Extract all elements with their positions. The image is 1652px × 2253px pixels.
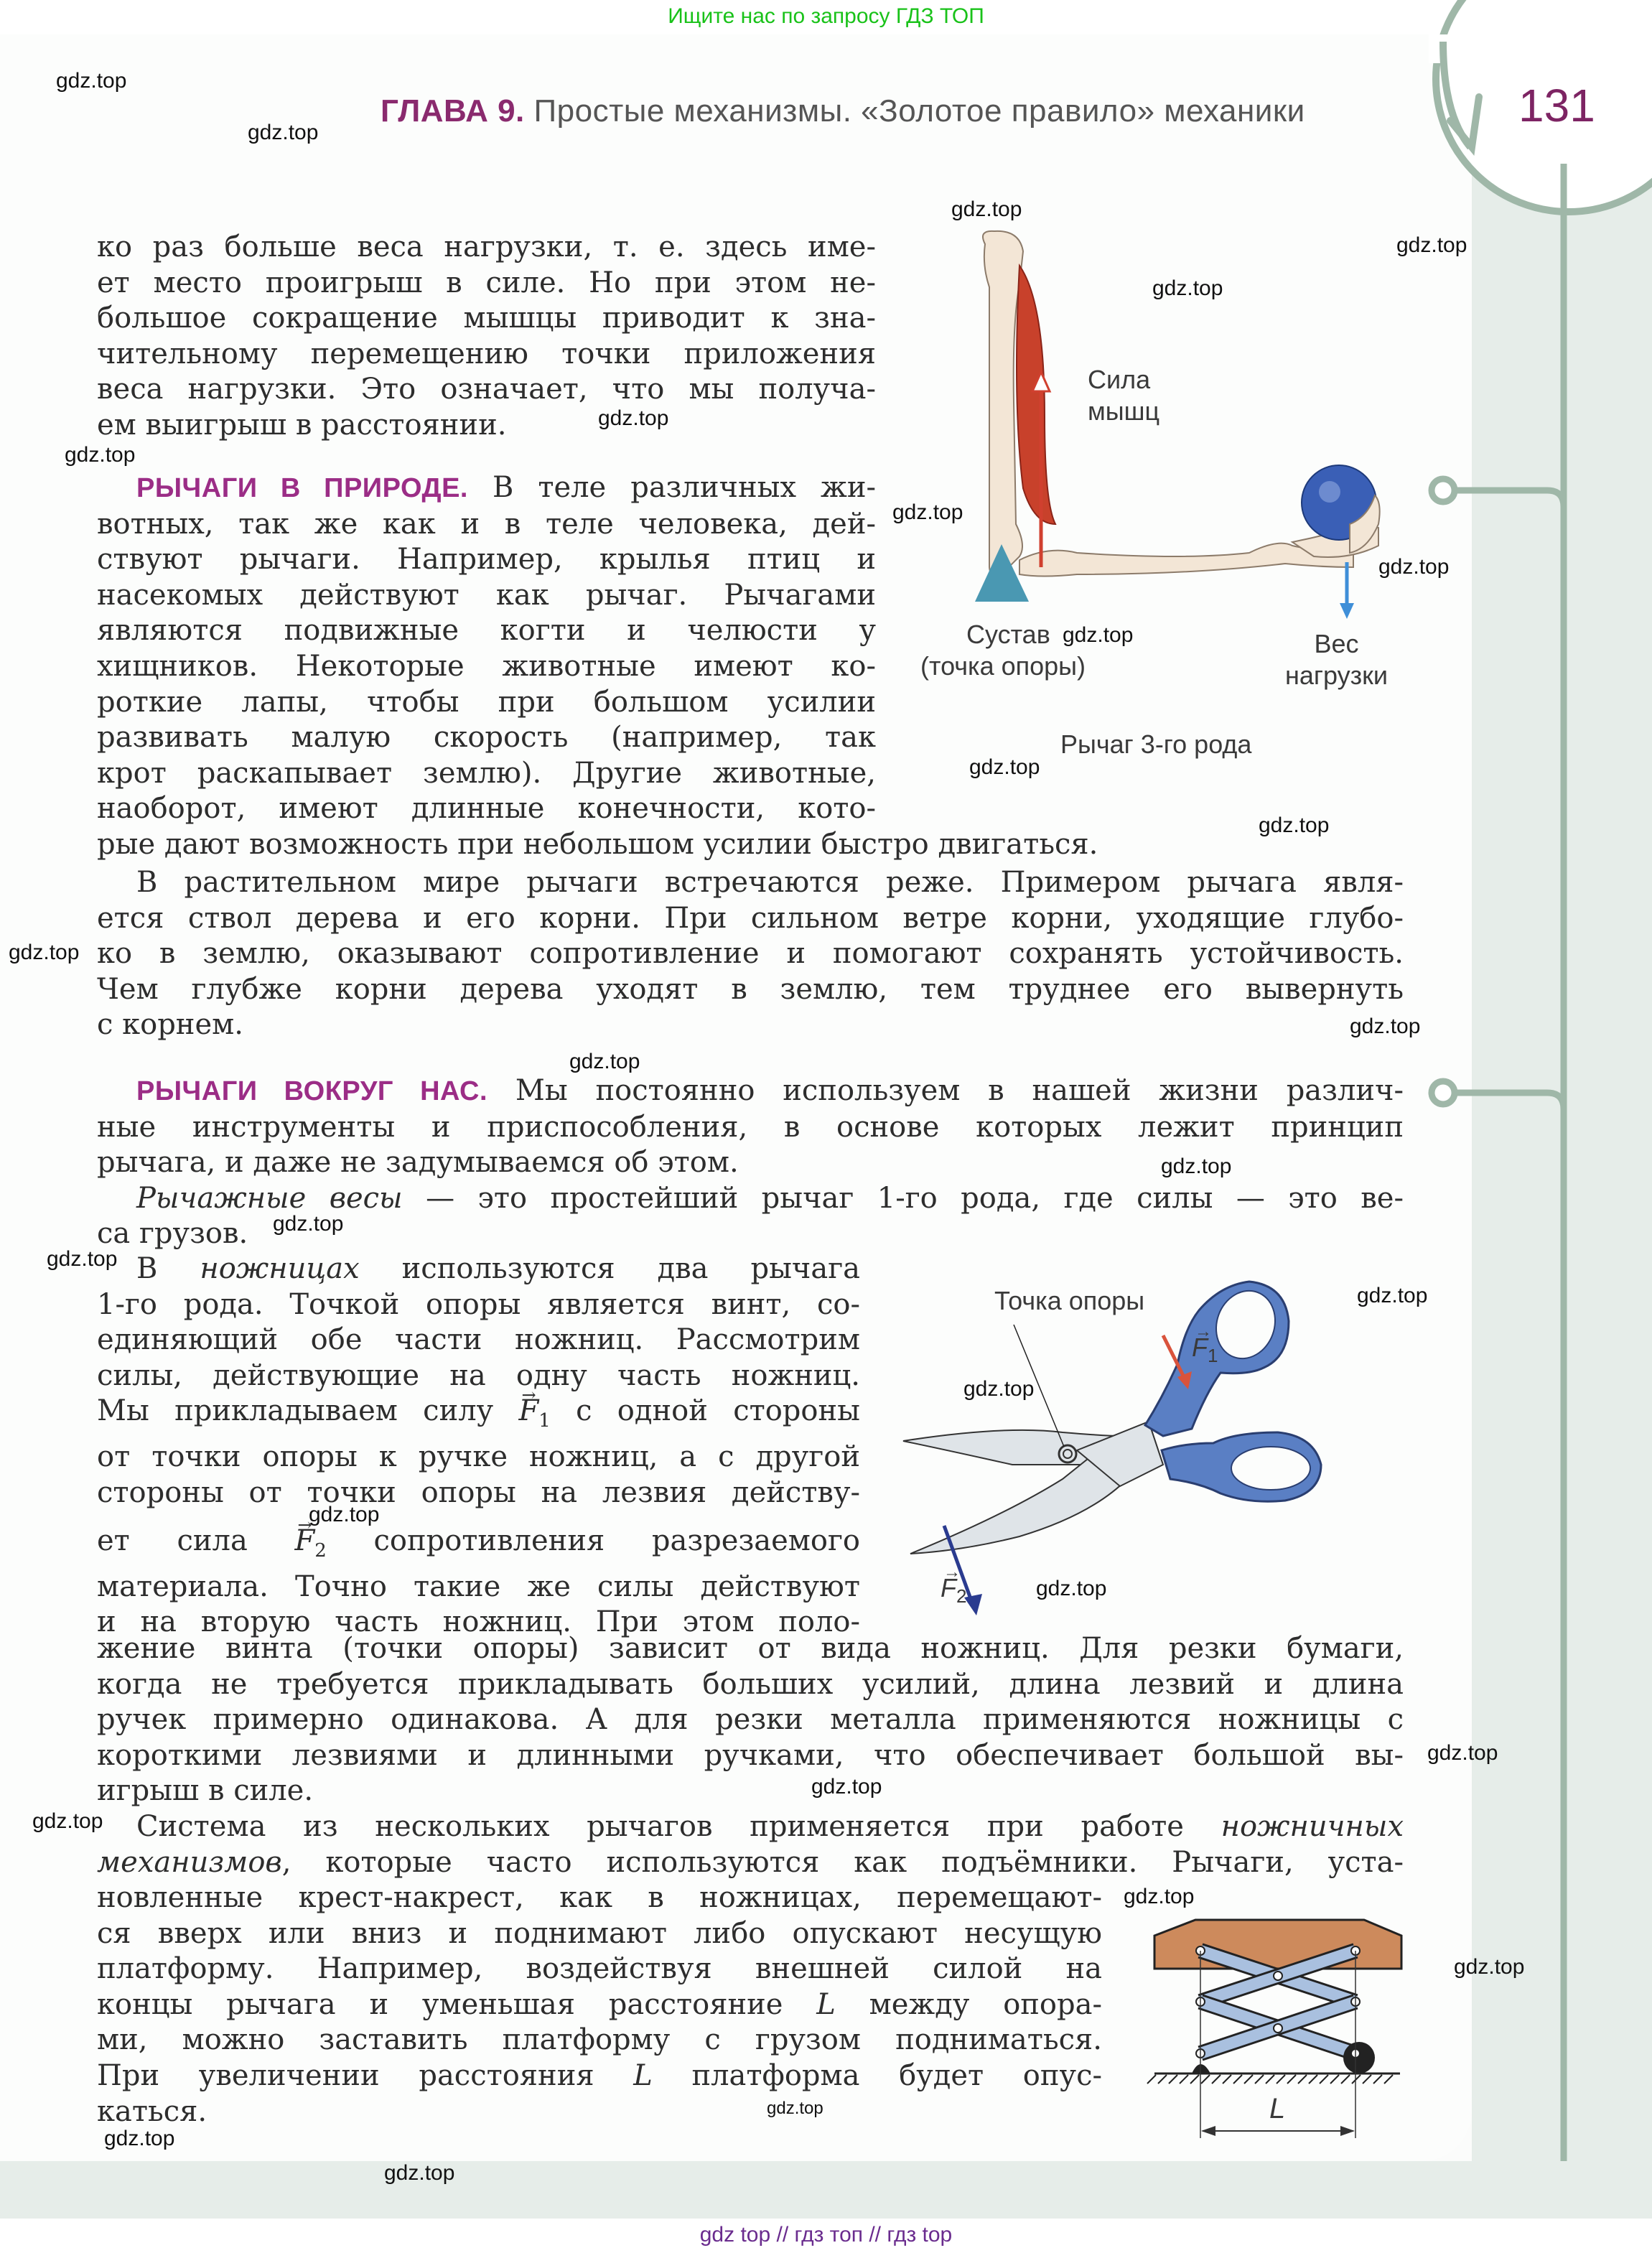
text-line: короткими лезвиями и длинными ручками, что обеспечивает большой вы- (97, 1738, 1404, 1772)
pivot-label: Точка опоры (994, 1286, 1145, 1315)
watermark: gdz.top (248, 121, 319, 144)
text-line: ко в землю, оказывают сопротивление и помогают сохранять устойчивость. (97, 937, 1404, 971)
lift-platform (1154, 1920, 1401, 1969)
watermark: gdz.top (963, 1377, 1035, 1401)
text-line: В растительном мире рычаги встречаются реже. Примером рычага явля- (136, 866, 1404, 899)
text-span: сопротивления разрезаемого (373, 1524, 861, 1558)
watermark: gdz.top (309, 1503, 380, 1526)
watermark: gdz.top (767, 2099, 823, 2118)
text-line: являются подвижные когти и челюсти у (97, 614, 876, 648)
watermark: gdz.top (1036, 1577, 1107, 1600)
text-span: Система из нескольких рычагов применяется при работе (136, 1810, 1184, 1843)
text-line: роткие лапы, чтобы при большом усилии (97, 685, 876, 719)
text-line: ручек примерно одинакова. А для резки металла применяются ножницы с (97, 1703, 1404, 1737)
text-span: с одной стороны (576, 1394, 860, 1428)
label-line: нагрузки (1285, 661, 1389, 690)
text-line: материала. Точно такие же силы действуют (97, 1569, 860, 1603)
section-heading: РЫЧАГИ ВОКРУГ НАС. (136, 1076, 488, 1106)
text-line: вотных, так же как и в теле человека, дей- (97, 507, 876, 541)
watermark: gdz.top (951, 197, 1022, 221)
watermark: gdz.top (65, 443, 136, 467)
watermark: gdz.top (384, 2161, 455, 2185)
text-span: В теле различных жи- (492, 471, 876, 504)
watermark: gdz.top (1259, 813, 1330, 837)
watermark: gdz.top (1427, 1741, 1498, 1765)
watermark: gdz.top (104, 2127, 175, 2150)
watermark: gdz.top (47, 1247, 118, 1271)
text-line: силы, действующие на одну часть ножниц. (97, 1358, 860, 1392)
text-span: При увеличении расстояния (97, 2058, 594, 2092)
italic-term: Рычажные весы (136, 1181, 403, 1215)
text-line: и на вторую часть ножниц. При этом поло- (97, 1605, 860, 1639)
text-span: — это простейший рычаг 1-го рода, где силы — это ве- (426, 1181, 1404, 1215)
text-line: жение винта (точки опоры) зависит от вида ножниц. Для резки бумаги, (97, 1632, 1404, 1665)
label-line: мышц (1088, 396, 1160, 426)
distance-symbol: L (633, 2058, 653, 2092)
watermark: gdz.top (598, 406, 669, 430)
page-number: 131 (1518, 80, 1595, 131)
watermark: gdz.top (1350, 1014, 1421, 1038)
watermark: gdz.top (1124, 1885, 1195, 1908)
text-line: ет место проигрыш в силе. Но при этом не- (97, 266, 876, 299)
text-line: единяющий обе части ножниц. Рассмотрим (97, 1323, 860, 1357)
text-span: платформа будет опус- (691, 2058, 1103, 2092)
label-line: Вес (1314, 629, 1359, 658)
watermark: gdz.top (9, 941, 80, 964)
distance-symbol: L (816, 1987, 836, 2021)
text-line: наоборот, имеют длинные конечности, кото- (97, 792, 876, 826)
text-line: чительному перемещению точки приложения (97, 337, 876, 370)
text-line: платформу. Например, воздействуя внешней силой на (97, 1952, 1102, 1986)
watermark: gdz.top (1063, 623, 1134, 647)
text-line: веса нагрузки. Это означает, что мы получа- (97, 373, 876, 406)
section-heading: РЫЧАГИ В ПРИРОДЕ. (136, 473, 468, 503)
text-span: Мы постоянно используем в нашей жизни различ- (515, 1074, 1404, 1107)
arm-figure-caption: Рычаг 3-го рода (1060, 729, 1252, 759)
label-line: Сила (1088, 365, 1151, 394)
watermark: gdz.top (56, 69, 127, 93)
watermark: gdz.top (32, 1809, 103, 1833)
bottom-banner: gdz top // гдз топ // гдз top (0, 2219, 1652, 2253)
text-line: большое сокращение мышцы приводит к зна- (97, 302, 876, 335)
subscript: 1 (1208, 1345, 1218, 1367)
text-line: когда не требуется прикладывать больших усилий, длина лезвий и длина (97, 1667, 1404, 1701)
text-span: между опора- (869, 1987, 1102, 2021)
text-line: ся вверх или вниз и поднимают либо опускают несущую (97, 1916, 1102, 1950)
text-line: рые дают возможность при небольшом усилии быстро двигаться. (97, 827, 1098, 861)
top-banner: Ищите нас по запросу ГДЗ ТОП (0, 0, 1652, 34)
text-line: ные инструменты и приспособления, в основе которых лежит принцип (97, 1110, 1404, 1144)
label-line: (точка опоры) (920, 651, 1086, 681)
lift-fixed-support-icon (1192, 2064, 1210, 2074)
watermark: gdz.top (811, 1775, 882, 1799)
text-span: В (136, 1252, 158, 1285)
text-span: , которые часто используются как подъёмники. Рычаги, уста- (281, 1845, 1404, 1879)
text-line: игрыш в силе. (97, 1774, 314, 1808)
watermark: gdz.top (273, 1212, 344, 1236)
text-line: каться. (97, 2094, 207, 2128)
text-line: крот раскапывает землю). Другие животные, (97, 756, 876, 790)
text-span: используются два рычага (401, 1252, 860, 1285)
watermark: gdz.top (969, 755, 1040, 779)
subscript: 2 (314, 1540, 327, 1562)
text-line: Чем глубже корни дерева уходят в землю, тем труднее его вывернуть (97, 972, 1404, 1006)
text-line: 1-го рода. Точкой опоры является винт, со- (97, 1287, 860, 1321)
distance-L-label: L (1269, 2093, 1286, 2124)
text-line: новленные крест-накрест, как в ножницах, перемещают- (97, 1881, 1102, 1914)
text-line: рычага, и даже не задумываемся об этом. (97, 1146, 739, 1180)
text-line: ко раз больше веса нагрузки, т. е. здесь име- (97, 230, 876, 263)
text-line: ми, можно заставить платформу с грузом подниматься. (97, 2023, 1102, 2057)
text-line: от точки опоры к ручке ножниц, а с другой (97, 1440, 860, 1473)
text-span: концы рычага и уменьшая расстояние (97, 1987, 783, 2021)
text-line: с корнем. (97, 1008, 243, 1042)
watermark: gdz.top (1152, 276, 1223, 300)
label-line: Сустав (966, 620, 1050, 649)
watermark: gdz.top (1454, 1955, 1525, 1979)
text-line: насекомых действуют как рычаг. Рычагами (97, 578, 876, 612)
italic-term: механизмов (97, 1845, 282, 1879)
watermark: gdz.top (1378, 555, 1450, 579)
watermark: gdz.top (1357, 1284, 1428, 1307)
watermark: gdz.top (1161, 1155, 1232, 1178)
watermark: gdz.top (892, 500, 963, 524)
symbol: F (941, 1573, 956, 1603)
text-line: са грузов. (97, 1217, 248, 1251)
text-line: ствуют рычаги. Например, крылья птиц и (97, 543, 876, 577)
symbol: F (518, 1394, 539, 1428)
text-line: развивать малую скорость (например, так (97, 721, 876, 755)
italic-term: ножничных (1221, 1810, 1404, 1843)
watermark: gdz.top (1396, 233, 1467, 257)
text-span: Мы прикладываем силу (97, 1394, 494, 1428)
chapter-title: Простые механизмы. «Золотое правило» механики (533, 93, 1305, 129)
text-span: ет сила (97, 1524, 248, 1558)
watermark: gdz.top (569, 1050, 640, 1073)
italic-term: ножницах (200, 1252, 360, 1285)
symbol: F (1192, 1333, 1208, 1362)
text-line: хищников. Некоторые животные имеют ко- (97, 649, 876, 683)
subscript: 1 (538, 1410, 551, 1432)
lift-wheel-icon (1343, 2042, 1375, 2074)
text-line: ем выигрыш в расстоянии. (97, 408, 507, 442)
chapter-label: ГЛАВА 9. (381, 93, 525, 129)
text-line: стороны от точки опоры на лезвия действу- (97, 1475, 860, 1509)
symbol: F (294, 1524, 315, 1558)
text-line: ется ствол дерева и его корни. При сильном ветре корни, уходящие глубо- (97, 901, 1404, 935)
subscript: 2 (956, 1585, 967, 1608)
